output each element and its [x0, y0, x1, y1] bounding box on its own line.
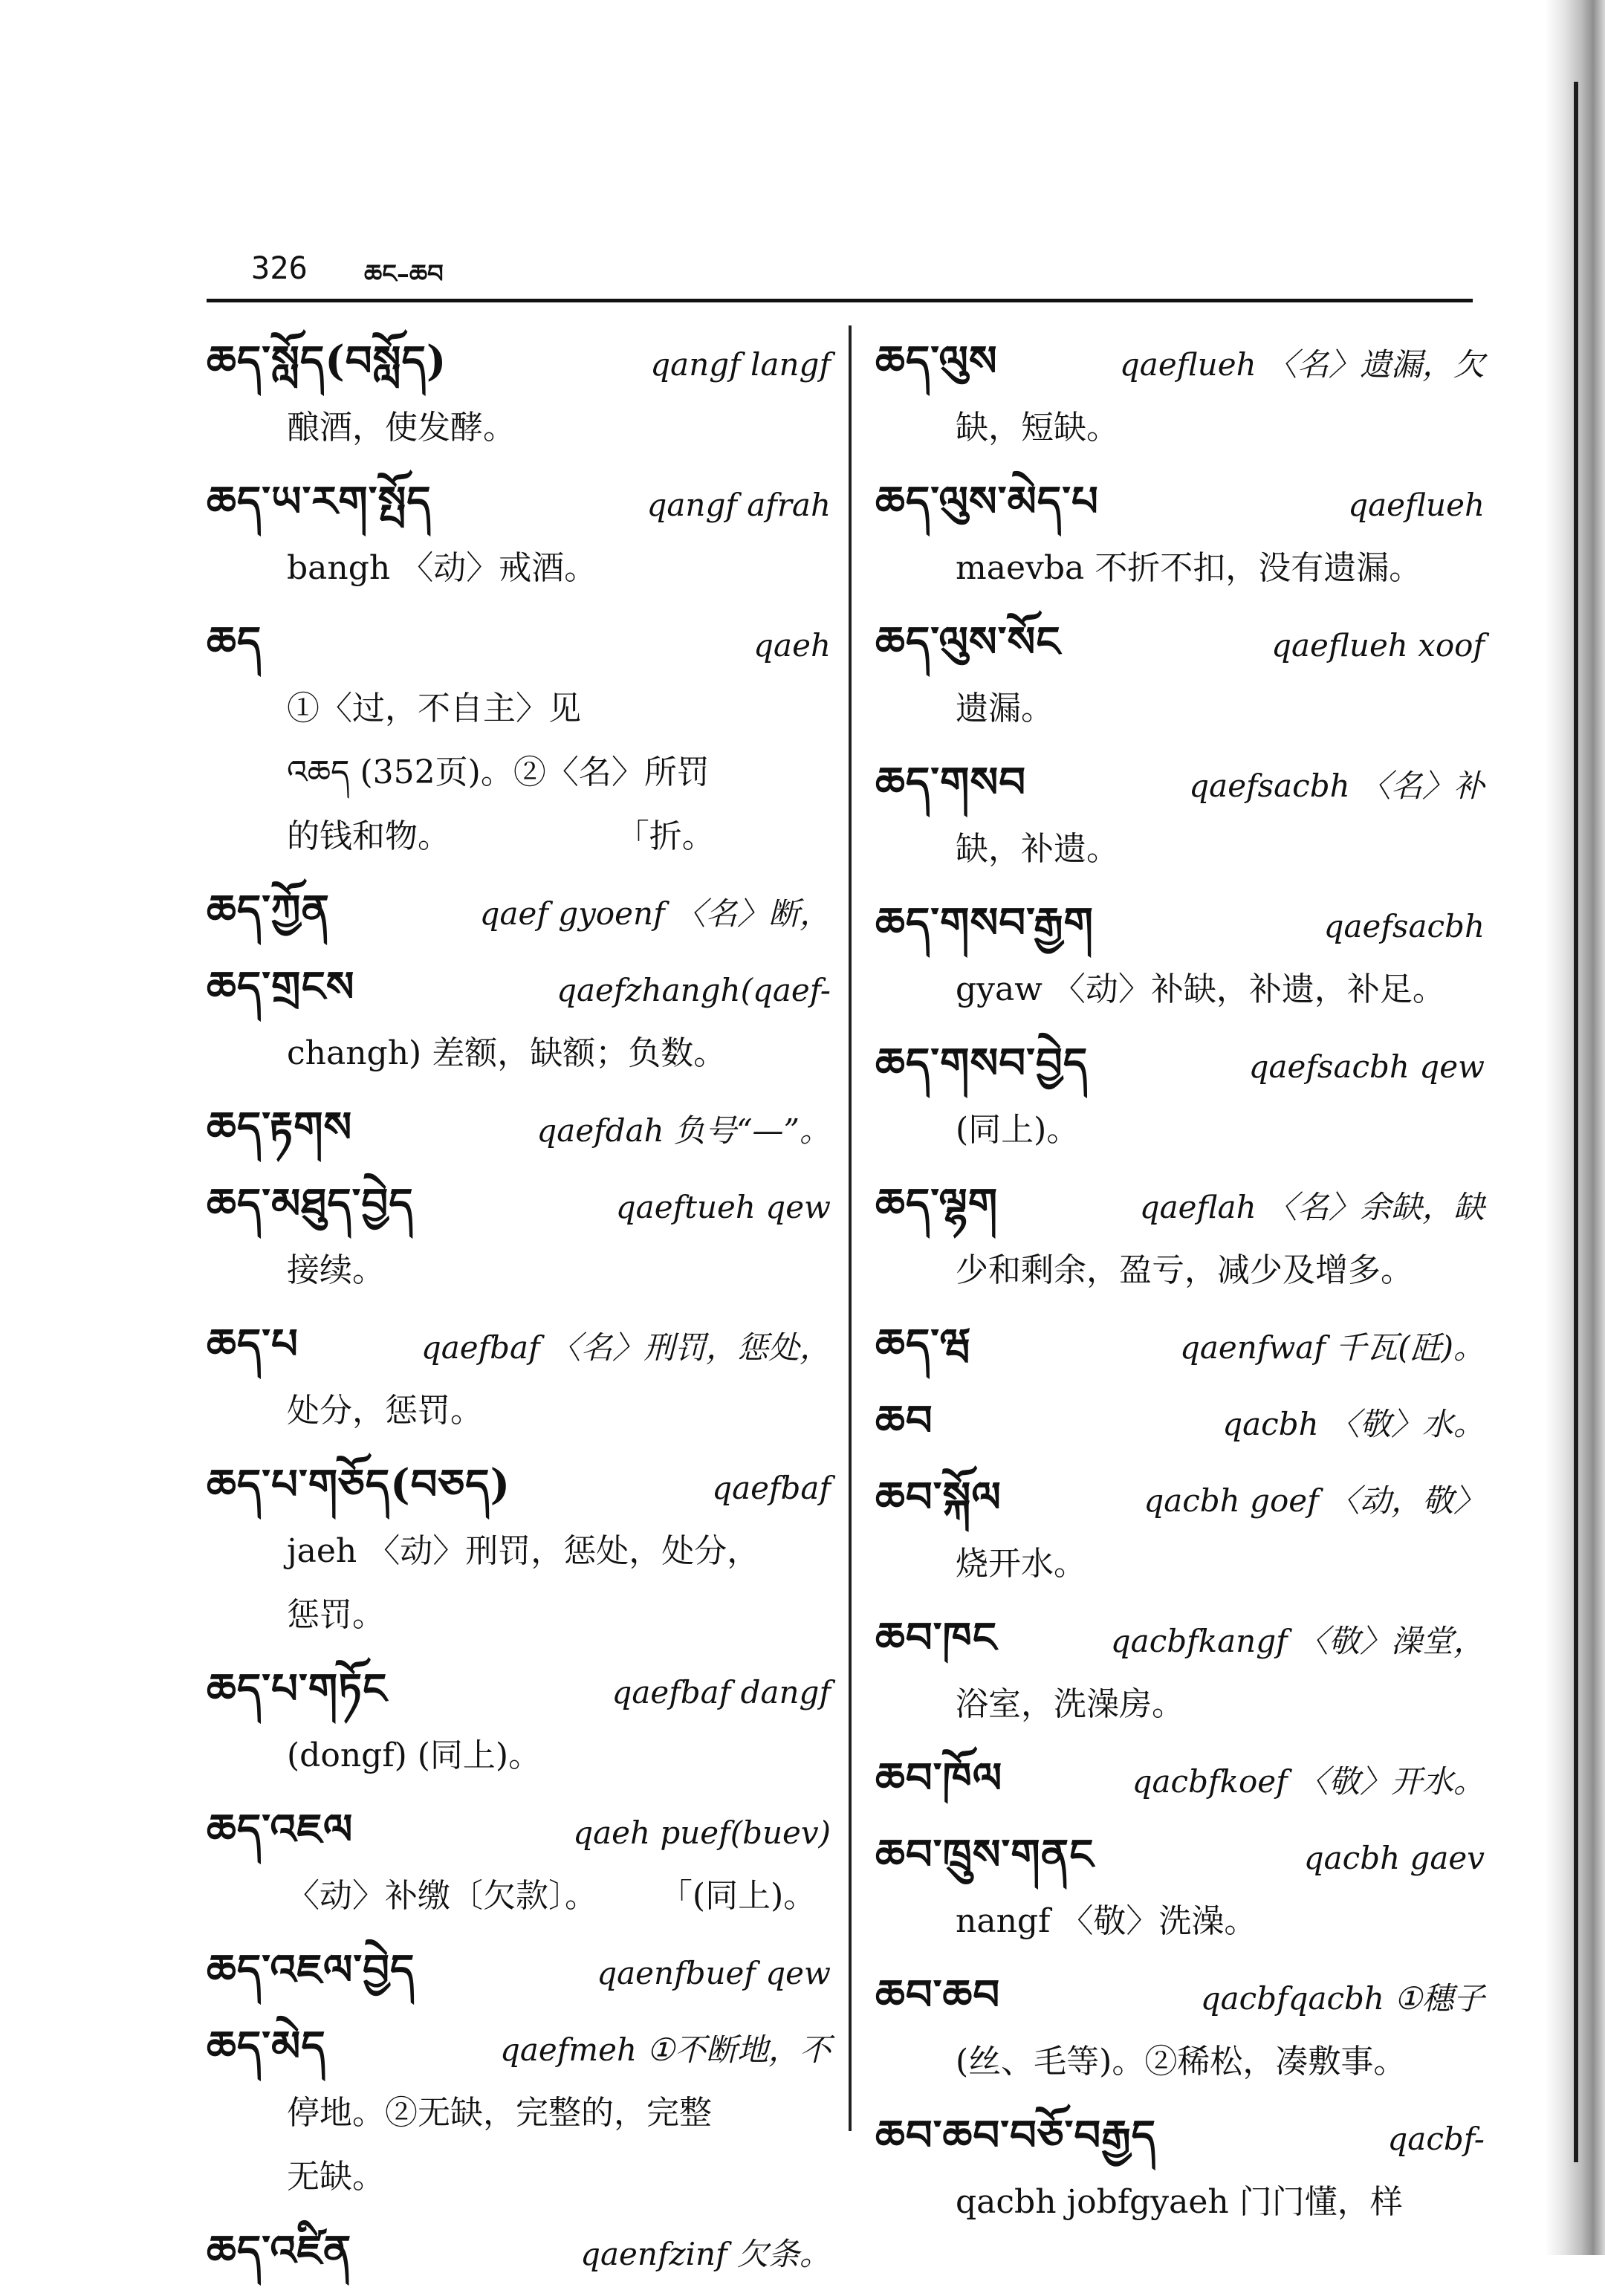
entry-headword: ཆད་གྲངས — [207, 962, 355, 1011]
entry-headword: ཆད་གསབ་རྒྱག — [875, 898, 1094, 947]
entry-romanization: qacbh gaev — [1303, 1840, 1485, 1876]
page-number: 326 — [251, 250, 308, 286]
entry-headline — [875, 1313, 1485, 1379]
entry-headline — [875, 2104, 1485, 2170]
entry-romanization: qaefsacbh qew — [1248, 1048, 1485, 1085]
entry-romanization: qaefbaf 〈名〉刑罚，惩处， — [421, 1329, 831, 1366]
entry-headword: ཆབ་ཁང — [875, 1613, 998, 1662]
entry-headword: ཆད་ལུས་མེད་པ — [875, 477, 1099, 526]
entry-headline — [875, 1964, 1485, 2030]
dictionary-entry — [207, 2015, 831, 2209]
entry-definition: qacbh jobfgyaeh 门门懂，样 — [956, 2183, 1403, 2221]
dictionary-entry — [207, 1798, 831, 1928]
dictionary-entry — [207, 2219, 831, 2286]
entry-headline — [207, 879, 831, 945]
entry-headline — [207, 1798, 831, 1864]
dictionary-entry — [875, 611, 1485, 741]
entry-headline — [207, 1313, 831, 1379]
entry-headline — [875, 892, 1485, 958]
entry-definition: 烧开水。 — [956, 1545, 1086, 1583]
entry-romanization: qacbh goef 〈动，敬〉 — [1144, 1482, 1485, 1519]
entry-headword: ཆབ་ཆབ — [875, 1971, 1001, 2020]
entry-headline — [875, 1389, 1485, 1456]
entry-headline — [875, 1606, 1485, 1673]
entry-headline — [207, 611, 831, 677]
dictionary-entry — [207, 956, 831, 1086]
entry-romanization: qaefdah 负号“—”。 — [536, 1112, 831, 1149]
entry-definition: nangf 〈敬〉洗澡。 — [956, 1902, 1257, 1940]
entry-definition: 接续。 — [287, 1251, 385, 1289]
dictionary-entry — [207, 1453, 831, 1647]
entry-headword: ཆད་ལུས་སོང — [875, 617, 1061, 667]
entry-definition: (同上)。 — [956, 1111, 1080, 1149]
entry-headline — [875, 1823, 1485, 1890]
right-column — [875, 330, 1485, 2245]
dictionary-entry — [207, 470, 831, 600]
entry-headline — [875, 611, 1485, 677]
entry-romanization: qaefsacbh 〈名〉补 — [1189, 768, 1485, 804]
entry-definition: (dongf) (同上)。 — [287, 1736, 542, 1774]
entry-romanization: qacbf- — [1387, 2121, 1485, 2157]
dictionary-entry — [875, 1173, 1485, 1303]
entry-headline — [207, 1658, 831, 1724]
entry-definition: 缺，短缺。 — [956, 409, 1119, 447]
entry-headline — [207, 956, 831, 1022]
header-rule — [207, 299, 1473, 302]
entry-definition: jaeh 〈动〉刑罚，惩处，处分， 惩罚。 — [287, 1532, 760, 1634]
entry-romanization: qaef gyoenf 〈名〉断， — [479, 895, 831, 932]
dictionary-entry — [875, 751, 1485, 881]
entry-romanization: qaeftueh qew — [615, 1189, 831, 1225]
entry-definition: changh) 差额，缺额；负数。 — [287, 1034, 727, 1072]
entry-romanization: qaeh — [753, 627, 831, 664]
dictionary-entry — [875, 470, 1485, 600]
dictionary-entry — [875, 892, 1485, 1022]
dictionary-entry — [875, 2104, 1485, 2234]
entry-definition: 少和剩余，盈亏，减少及增多。 — [956, 1251, 1413, 1289]
dictionary-entry — [875, 1389, 1485, 1456]
entry-headline — [875, 1173, 1485, 1239]
entry-headword: ཆད་གསབ — [875, 758, 1027, 807]
entry-headword: ཆད་སློད(བསློད) — [207, 337, 447, 386]
entry-headword: ཆད་གསབ་བྱེད — [875, 1039, 1089, 1088]
dictionary-entry — [875, 330, 1485, 460]
entry-romanization: qaefbaf dangf — [612, 1674, 831, 1710]
entry-definition: ①〈过，不自主〉见 འཆད (352页)。②〈名〉所罚 的钱和物。 「折。 — [287, 690, 715, 855]
entry-romanization: qaefbaf — [712, 1470, 831, 1506]
dictionary-entry — [207, 1939, 831, 2005]
entry-headword: ཆད་ལུས — [875, 337, 998, 386]
entry-headword: ཆད — [207, 617, 262, 667]
entry-headline — [875, 1032, 1485, 1098]
entry-romanization: qaeflueh xoof — [1271, 627, 1485, 664]
entry-headline — [207, 330, 831, 396]
entry-headword: ཆད་ཝ — [875, 1320, 972, 1369]
entry-headword: ཆད་འཛིན — [207, 2226, 352, 2275]
dictionary-entry — [875, 1964, 1485, 2094]
running-head: ཆང–ཆབ — [364, 259, 444, 289]
entry-headline — [875, 1466, 1485, 1532]
entry-headline — [207, 470, 831, 536]
entry-romanization: qangf afrah — [646, 487, 831, 523]
entry-headword: ཆད་རྟགས — [207, 1103, 353, 1152]
dictionary-entry — [207, 611, 831, 869]
entry-headword: ཆད་མེད — [207, 2022, 326, 2071]
dictionary-entry — [207, 330, 831, 460]
entry-romanization: qaenfzinf 欠条。 — [580, 2236, 831, 2272]
dictionary-entry — [207, 879, 831, 945]
entry-headword: ཆད་འཇལ་བྱེད — [207, 1945, 415, 1994]
entry-headword: ཆབ་ཁྲུས་གནང — [875, 1830, 1095, 1879]
entry-romanization: qaeflueh 〈名〉遗漏，欠 — [1119, 346, 1485, 383]
entry-definition: 酿酒，使发酵。 — [287, 409, 516, 447]
entry-romanization: qaeh puef(buev) — [573, 1815, 831, 1851]
entry-headword: ཆད་ཀྱོན — [207, 886, 330, 935]
entry-romanization: qaefmeh ①不断地，不 — [499, 2031, 831, 2068]
entry-headword: ཆད་ལྷག — [875, 1179, 999, 1228]
dictionary-entry — [875, 1747, 1485, 1813]
entry-headword: ཆད་པ་གཏོང — [207, 1664, 388, 1713]
entry-headline — [875, 470, 1485, 536]
entry-definition: 遗漏。 — [956, 690, 1054, 727]
entry-romanization: qacbfkoef 〈敬〉开水。 — [1132, 1763, 1485, 1800]
dictionary-entry — [875, 1313, 1485, 1379]
dictionary-entry — [207, 1313, 831, 1443]
entry-definition: 停地。②无缺，完整的，完整 无缺。 — [287, 2094, 712, 2196]
book-spine-edge — [1574, 82, 1578, 2162]
entry-headline — [207, 2219, 831, 2286]
entry-definition: 〈动〉补缴〔欠款〕。 「(同上)。 — [287, 1877, 817, 1915]
entry-definition: 缺，补遗。 — [956, 830, 1119, 868]
entry-romanization: qacbfqacbh ①穗子 — [1200, 1980, 1485, 2017]
entry-headword: ཆད་པ — [207, 1320, 299, 1369]
entry-headline — [875, 1747, 1485, 1813]
dictionary-entry — [875, 1823, 1485, 1953]
entry-headline — [875, 751, 1485, 817]
dictionary-entry — [207, 1173, 831, 1303]
entry-headword: ཆད་འཇལ — [207, 1805, 354, 1854]
entry-headline — [875, 330, 1485, 396]
entry-romanization: qaenfwaf 千瓦(瓩)。 — [1179, 1329, 1485, 1366]
entry-definition: bangh 〈动〉戒酒。 — [287, 549, 597, 587]
entry-romanization: qangf langf — [650, 346, 831, 383]
entry-romanization: qaeflueh — [1348, 487, 1485, 523]
dictionary-entry — [207, 1658, 831, 1788]
entry-headword: ཆབ — [875, 1396, 933, 1445]
entry-romanization: qacbh 〈敬〉水。 — [1222, 1406, 1485, 1442]
entry-romanization: qaefsacbh — [1323, 908, 1485, 944]
entry-headword: ཆབ་སྐོལ — [875, 1473, 1002, 1522]
entry-romanization: qaenfbuef qew — [597, 1955, 831, 1991]
entry-headline — [207, 1453, 831, 1520]
entry-headword: ཆད་མཐུད་བྱེད — [207, 1179, 414, 1228]
left-column — [207, 330, 831, 2296]
entry-headword: ཆབ་ཆབ་བཅོ་བརྒྱད — [875, 2111, 1157, 2160]
entry-headword: ཆད་པ་གཅོད(བཅད) — [207, 1460, 511, 1509]
column-divider — [849, 325, 852, 2131]
dictionary-entry — [875, 1606, 1485, 1736]
dictionary-entry — [875, 1032, 1485, 1162]
entry-headline — [207, 1939, 831, 2005]
entry-romanization: qaefzhangh(qaef- — [557, 972, 831, 1008]
entry-headword: ཆད་ཡ་རག་སྤོད — [207, 477, 432, 526]
entry-definition: 处分，惩罚。 — [287, 1392, 483, 1430]
entry-definition: 浴室，洗澡房。 — [956, 1685, 1184, 1723]
entry-headline — [207, 1173, 831, 1239]
entry-definition: maevba 不折不扣，没有遗漏。 — [956, 549, 1422, 587]
entry-definition: (丝、毛等)。②稀松，凑敷事。 — [956, 2043, 1407, 2081]
entry-definition: gyaw 〈动〉补缺，补遗，补足。 — [956, 970, 1445, 1008]
entry-headline — [207, 1096, 831, 1162]
entry-romanization: qacbfkangf 〈敬〉澡堂， — [1110, 1623, 1485, 1659]
entry-headword: ཆབ་ཁོལ — [875, 1754, 1003, 1803]
entry-headline — [207, 2015, 831, 2081]
dictionary-entry — [207, 1096, 831, 1162]
dictionary-entry — [875, 1466, 1485, 1596]
entry-romanization: qaeflah 〈名〉余缺，缺 — [1139, 1189, 1485, 1225]
